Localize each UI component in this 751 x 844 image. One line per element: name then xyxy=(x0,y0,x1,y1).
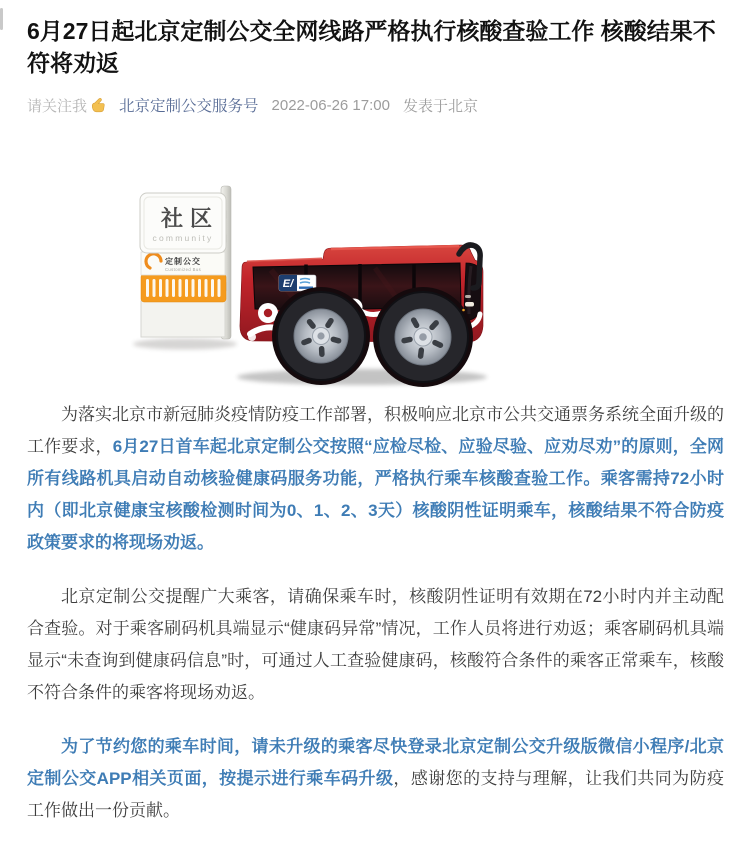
paragraph xyxy=(27,581,724,709)
follow-text: 请关注我 xyxy=(27,97,88,115)
follow-prompt[interactable] xyxy=(27,95,106,116)
bus-wheel-front xyxy=(378,292,468,382)
highlighted-text: 6月27日首车起北京定制公交按照“应检尽检、应验尽验、应劝尽劝”的原则，全网所有线路机具启动自动核验健康码服务功能，严格执行乘车核酸查验工作。乘客需持72小时内（即北京健康宝核酸检测时间为0、1、2、3天）核酸阴性证明乘车，核酸结果不符合防疫政策要求的将现场劝返。 xyxy=(27,437,724,552)
account-name-link[interactable]: 北京定制公交服务号 xyxy=(119,98,259,115)
sign-title-text: 社区 xyxy=(161,206,220,231)
article-body xyxy=(0,399,751,827)
byline xyxy=(27,94,724,116)
sign-orange-band xyxy=(141,274,226,302)
body-text-run: 北京定制公交提醒广大乘客，请确保乘车时，核酸阴性证明有效期在72小时内并主动配合查验。对于乘客刷码机具端显示“健康码异常”情况，工作人员将进行劝返；乘客刷码机具端显示“未查询到健康码信息”时，可通过人工查验健康码，核酸符合条件的乘客正常乘车，核酸不符合条件的乘客将现场劝返。 xyxy=(27,587,724,702)
body-text-run: 为落实北京市新冠肺炎疫情防疫工作部署，积极响应北京市公共交通票务系统全面升级的工作要求， xyxy=(27,405,724,456)
bus-wheel-rear xyxy=(277,292,365,380)
paragraph xyxy=(27,731,724,827)
bus-stop-sign xyxy=(133,186,237,350)
hero-image[interactable] xyxy=(113,164,505,399)
paragraph xyxy=(27,399,724,559)
sign-shadow xyxy=(133,339,237,350)
sign-community-panel xyxy=(140,193,226,253)
sign-subtitle-text: community xyxy=(152,233,214,243)
pointing-hand-icon xyxy=(90,97,106,113)
highlighted-text: 为了节约您的乘车时间，请未升级的乘客尽快登录北京定制公交升级版微信小程序/北京定制公交APP相关页面，按提示进行乘车码升级 xyxy=(27,737,724,788)
bus-headlight xyxy=(465,302,474,307)
publish-time: 2022-06-26 17:00 xyxy=(271,96,390,114)
scrollbar-thumb[interactable] xyxy=(0,8,3,30)
bus-stop-illustration xyxy=(113,164,505,399)
body-text-run: ，感谢您的支持与理解，让我们共同为防疫工作做出一份贡献。 xyxy=(27,769,724,820)
sign-brand-en-text: Customized Bus xyxy=(165,267,202,272)
article-title: 6月27日起北京定制公交全网线路严格执行核酸查验工作 核酸结果不符将劝返 xyxy=(27,18,716,76)
publish-location: 发表于北京 xyxy=(402,97,478,115)
sign-lower-panel xyxy=(141,301,225,337)
bus-illustration xyxy=(237,245,487,387)
sign-brand-text: 定制公交 xyxy=(165,257,201,266)
bus-logo-text: E/ xyxy=(282,278,294,290)
sign-brand-panel xyxy=(141,252,225,275)
